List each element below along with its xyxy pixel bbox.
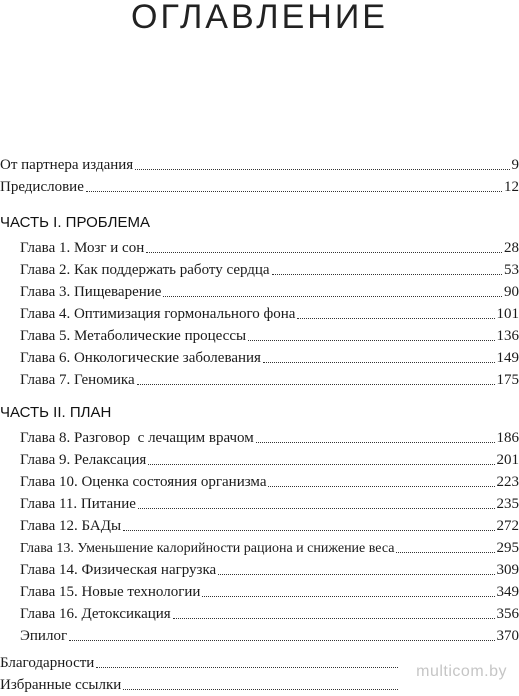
- entry-label: Глава 2. Как поддержать работу сердца: [20, 259, 270, 281]
- toc-entry: [20, 449, 519, 471]
- part-heading: ЧАСТЬ II. ПЛАН: [0, 402, 111, 424]
- entry-page: 356: [497, 603, 519, 625]
- toc-entry: [0, 652, 400, 674]
- dot-leader: [272, 268, 502, 275]
- entry-label: Глава 1. Мозг и сон: [20, 237, 144, 259]
- entry-page: 186: [497, 427, 519, 449]
- dot-leader: [69, 634, 494, 641]
- toc-entry: [20, 303, 519, 325]
- entry-page: 349: [497, 581, 519, 603]
- toc-entry: [20, 493, 519, 515]
- entry-label: Глава 16. Детоксикация: [20, 603, 171, 625]
- entry-page: 136: [497, 325, 519, 347]
- toc-entry: [0, 674, 400, 696]
- entry-page: 309: [497, 559, 519, 581]
- entry-label: Глава 15. Новые технологии: [20, 581, 200, 603]
- toc-entry: [20, 369, 519, 391]
- entry-page: 28: [504, 237, 519, 259]
- dot-leader: [396, 546, 494, 553]
- entry-label: От партнера издания: [0, 154, 133, 176]
- entry-page: 12: [504, 176, 519, 198]
- entry-label: Глава 10. Оценка состояния организма: [20, 471, 266, 493]
- toc-entry: [20, 325, 519, 347]
- toc-entry: [20, 259, 519, 281]
- dot-leader: [173, 612, 495, 619]
- dot-leader: [96, 661, 398, 668]
- dot-leader: [248, 334, 494, 341]
- toc-entry: [20, 515, 519, 537]
- entry-page: 370: [497, 625, 519, 647]
- entry-label: Глава 3. Пищеварение: [20, 281, 161, 303]
- toc-entry: [20, 603, 519, 625]
- entry-page: 175: [497, 369, 519, 391]
- entry-page: 9: [512, 154, 519, 176]
- entry-label: Глава 6. Онкологические заболевания: [20, 347, 261, 369]
- toc-entry: [20, 537, 519, 559]
- toc-entry: [20, 559, 519, 581]
- entry-label: Глава 8. Разговор с лечащим врачом: [20, 427, 254, 449]
- dot-leader: [123, 683, 398, 690]
- watermark: multicom.by: [416, 663, 507, 681]
- entry-label: Избранные ссылки: [0, 674, 121, 696]
- part-heading: ЧАСТЬ I. ПРОБЛЕМА: [0, 212, 150, 234]
- entry-label: Глава 9. Релаксация: [20, 449, 146, 471]
- toc-entry: [20, 581, 519, 603]
- dot-leader: [135, 163, 509, 170]
- dot-leader: [268, 480, 494, 487]
- entry-label: Эпилог: [20, 625, 67, 647]
- dot-leader: [202, 590, 494, 597]
- toc-entry: [20, 625, 519, 647]
- entry-page: 235: [497, 493, 519, 515]
- entry-label: Глава 12. БАДы: [20, 515, 121, 537]
- entry-label: Глава 4. Оптимизация гормонального фона: [20, 303, 295, 325]
- entry-label: Глава 7. Геномика: [20, 369, 135, 391]
- toc-entry: [0, 176, 519, 198]
- dot-leader: [256, 436, 495, 443]
- entry-page: 201: [497, 449, 519, 471]
- entry-page: 53: [504, 259, 519, 281]
- toc-entry: [0, 154, 519, 176]
- entry-label: Глава 13. Уменьшение калорийности рациона и снижение веса: [20, 538, 394, 560]
- entry-label: Предисловие: [0, 176, 84, 198]
- toc-entry: [20, 427, 519, 449]
- entry-page: 272: [497, 515, 519, 537]
- dot-leader: [146, 246, 502, 253]
- dot-leader: [297, 312, 494, 319]
- dot-leader: [148, 458, 494, 465]
- dot-leader: [218, 568, 494, 575]
- toc-entry: [20, 281, 519, 303]
- toc-entry: [20, 471, 519, 493]
- dot-leader: [123, 524, 494, 531]
- toc-entry: [20, 237, 519, 259]
- page-title: ОГЛАВЛЕНИЕ: [0, 0, 519, 34]
- toc-entry: [20, 347, 519, 369]
- entry-page: 149: [497, 347, 519, 369]
- entry-label: Глава 5. Метаболические процессы: [20, 325, 246, 347]
- dot-leader: [163, 290, 502, 297]
- entry-page: 295: [497, 537, 519, 559]
- dot-leader: [86, 185, 502, 192]
- entry-label: Благодарности: [0, 652, 94, 674]
- dot-leader: [137, 378, 495, 385]
- entry-page: 90: [504, 281, 519, 303]
- entry-label: Глава 14. Физическая нагрузка: [20, 559, 216, 581]
- entry-page: 101: [497, 303, 519, 325]
- entry-page: 223: [497, 471, 519, 493]
- dot-leader: [138, 502, 495, 509]
- entry-label: Глава 11. Питание: [20, 493, 136, 515]
- dot-leader: [263, 356, 495, 363]
